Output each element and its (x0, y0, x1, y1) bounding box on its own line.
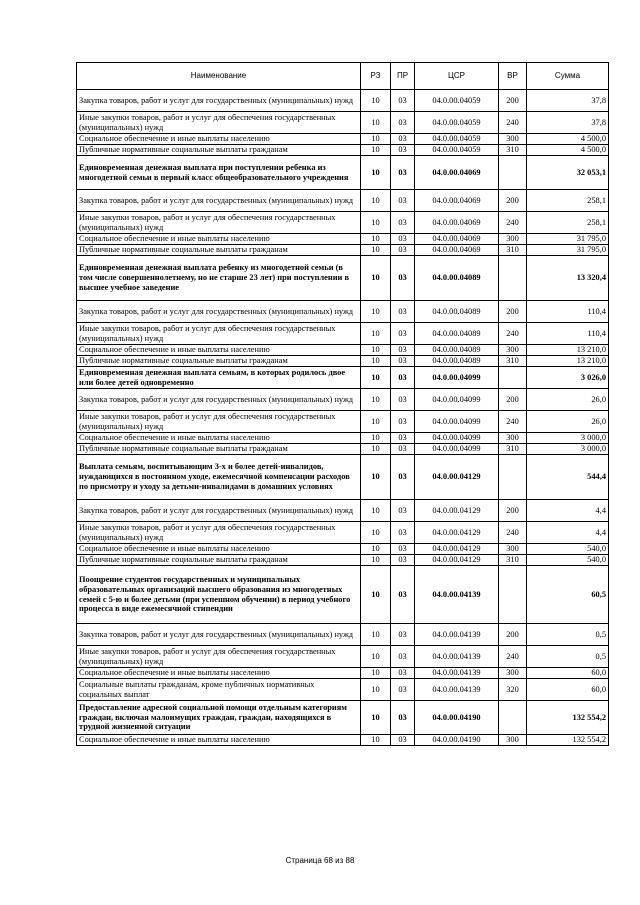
cell-rz: 10 (361, 433, 391, 444)
cell-pr: 03 (391, 156, 415, 190)
cell-csr: 04.0.00.04069 (415, 156, 499, 190)
cell-pr: 03 (391, 134, 415, 145)
cell-sum: 3 000,0 (527, 444, 609, 455)
cell-vr: 200 (499, 389, 527, 411)
cell-name: Единовременная денежная выплата при поступлении ребенка из многодетной семьи в первый класс общеобразовательного учреждения (77, 156, 361, 190)
cell-name: Иные закупки товаров, работ и услуг для обеспечения государственных (муниципальных) нужд (77, 411, 361, 433)
cell-csr: 04.0.00.04139 (415, 679, 499, 701)
cell-pr: 03 (391, 356, 415, 367)
table-row (77, 444, 609, 455)
cell-rz: 10 (361, 555, 391, 566)
cell-vr: 240 (499, 323, 527, 345)
cell-sum: 13 320,4 (527, 256, 609, 301)
cell-vr (499, 367, 527, 389)
cell-sum: 0,5 (527, 624, 609, 646)
header-pr: ПР (391, 63, 415, 90)
cell-vr (499, 566, 527, 624)
cell-csr: 04.0.00.04059 (415, 112, 499, 134)
cell-pr: 03 (391, 367, 415, 389)
cell-vr: 240 (499, 212, 527, 234)
table-row (77, 500, 609, 522)
cell-sum: 4,4 (527, 500, 609, 522)
cell-csr: 04.0.00.04089 (415, 323, 499, 345)
table-row (77, 668, 609, 679)
cell-csr: 04.0.00.04129 (415, 522, 499, 544)
table-row (77, 323, 609, 345)
budget-table-container (76, 62, 609, 746)
cell-csr: 04.0.00.04190 (415, 735, 499, 746)
cell-rz: 10 (361, 323, 391, 345)
cell-sum: 26,0 (527, 389, 609, 411)
cell-vr: 310 (499, 444, 527, 455)
cell-pr: 03 (391, 301, 415, 323)
cell-sum: 258,1 (527, 190, 609, 212)
budget-table (76, 62, 609, 746)
cell-name: Социальное обеспечение и иные выплаты населению (77, 234, 361, 245)
table-row (77, 433, 609, 444)
cell-sum: 110,4 (527, 323, 609, 345)
cell-vr: 310 (499, 145, 527, 156)
cell-name: Социальное обеспечение и иные выплаты населению (77, 345, 361, 356)
cell-sum: 13 210,0 (527, 345, 609, 356)
cell-name: Социальное обеспечение и иные выплаты населению (77, 544, 361, 555)
cell-vr: 200 (499, 90, 527, 112)
cell-vr: 300 (499, 134, 527, 145)
cell-name: Социальное обеспечение и иные выплаты населению (77, 668, 361, 679)
table-row (77, 624, 609, 646)
table-row (77, 234, 609, 245)
cell-pr: 03 (391, 668, 415, 679)
cell-name: Предоставление адресной социальной помощи отдельным категориям граждан, включая малоимущих граждан, граждан, находящихся в трудной жизненной ситуации (77, 701, 361, 735)
cell-rz: 10 (361, 145, 391, 156)
cell-csr: 04.0.00.04129 (415, 500, 499, 522)
cell-csr: 04.0.00.04059 (415, 145, 499, 156)
cell-name: Публичные нормативные социальные выплаты гражданам (77, 145, 361, 156)
cell-rz: 10 (361, 735, 391, 746)
table-row (77, 389, 609, 411)
cell-name: Социальные выплаты гражданам, кроме публичных нормативных социальных выплат (77, 679, 361, 701)
cell-name: Закупка товаров, работ и услуг для государственных (муниципальных) нужд (77, 190, 361, 212)
cell-sum: 4 500,0 (527, 145, 609, 156)
cell-vr: 200 (499, 301, 527, 323)
cell-pr: 03 (391, 566, 415, 624)
cell-csr: 04.0.00.04059 (415, 90, 499, 112)
cell-rz: 10 (361, 367, 391, 389)
cell-rz: 10 (361, 679, 391, 701)
page-footer: Страница 68 из 88 (285, 856, 355, 865)
cell-rz: 10 (361, 544, 391, 555)
cell-vr: 200 (499, 624, 527, 646)
cell-rz: 10 (361, 134, 391, 145)
table-body (77, 90, 609, 746)
cell-name: Поощрение студентов государственных и муниципальных образовательных организаций высшего образования из многодетных семей с 5-ю и более детьми (при успешном обучении) в период учебного процесса в виде ежемесячной стипендии (77, 566, 361, 624)
cell-name: Закупка товаров, работ и услуг для государственных (муниципальных) нужд (77, 389, 361, 411)
cell-name: Единовременная денежная выплата ребенку из многодетной семьи (в том числе совершеннолетнему, но не старше 23 лет) при поступлении в высшее учебное заведение (77, 256, 361, 301)
table-row (77, 190, 609, 212)
header-csr: ЦСР (415, 63, 499, 90)
cell-name: Публичные нормативные социальные выплаты гражданам (77, 555, 361, 566)
cell-pr: 03 (391, 444, 415, 455)
cell-rz: 10 (361, 566, 391, 624)
cell-rz: 10 (361, 345, 391, 356)
cell-name: Выплата семьям, воспитывающим 3-х и более детей-инвалидов, нуждающихся в постоянном уходе, ежемесячной компенсации расходов по присмотру и уходу за детьми-инвалидами в домашних условиях (77, 455, 361, 500)
cell-csr: 04.0.00.04139 (415, 566, 499, 624)
cell-pr: 03 (391, 245, 415, 256)
cell-vr: 240 (499, 522, 527, 544)
cell-sum: 31 795,0 (527, 245, 609, 256)
cell-name: Публичные нормативные социальные выплаты гражданам (77, 444, 361, 455)
cell-vr: 300 (499, 234, 527, 245)
table-row (77, 245, 609, 256)
cell-pr: 03 (391, 433, 415, 444)
cell-csr: 04.0.00.04089 (415, 345, 499, 356)
cell-csr: 04.0.00.04139 (415, 624, 499, 646)
table-row (77, 212, 609, 234)
cell-rz: 10 (361, 522, 391, 544)
cell-pr: 03 (391, 646, 415, 668)
cell-csr: 04.0.00.04099 (415, 367, 499, 389)
cell-csr: 04.0.00.04129 (415, 544, 499, 555)
cell-rz: 10 (361, 411, 391, 433)
table-row (77, 646, 609, 668)
cell-pr: 03 (391, 679, 415, 701)
cell-rz: 10 (361, 234, 391, 245)
cell-pr: 03 (391, 500, 415, 522)
cell-vr (499, 701, 527, 735)
cell-pr: 03 (391, 411, 415, 433)
cell-vr: 300 (499, 345, 527, 356)
table-row (77, 134, 609, 145)
cell-sum: 4,4 (527, 522, 609, 544)
cell-pr: 03 (391, 624, 415, 646)
table-row (77, 544, 609, 555)
table-row (77, 735, 609, 746)
cell-rz: 10 (361, 624, 391, 646)
cell-name: Закупка товаров, работ и услуг для государственных (муниципальных) нужд (77, 500, 361, 522)
cell-pr: 03 (391, 701, 415, 735)
table-row-section (77, 367, 609, 389)
header-rz: РЗ (361, 63, 391, 90)
cell-rz: 10 (361, 701, 391, 735)
cell-rz: 10 (361, 112, 391, 134)
cell-pr: 03 (391, 735, 415, 746)
cell-sum: 3 026,0 (527, 367, 609, 389)
cell-rz: 10 (361, 500, 391, 522)
cell-csr: 04.0.00.04129 (415, 555, 499, 566)
header-vr: ВР (499, 63, 527, 90)
cell-pr: 03 (391, 256, 415, 301)
cell-rz: 10 (361, 212, 391, 234)
cell-name: Социальное обеспечение и иные выплаты населению (77, 735, 361, 746)
cell-name: Социальное обеспечение и иные выплаты населению (77, 433, 361, 444)
cell-csr: 04.0.00.04190 (415, 701, 499, 735)
cell-rz: 10 (361, 90, 391, 112)
table-row-section (77, 566, 609, 624)
table-row (77, 522, 609, 544)
cell-vr: 300 (499, 544, 527, 555)
table-row (77, 555, 609, 566)
cell-sum: 37,8 (527, 112, 609, 134)
cell-sum: 540,0 (527, 555, 609, 566)
cell-pr: 03 (391, 190, 415, 212)
cell-rz: 10 (361, 646, 391, 668)
cell-pr: 03 (391, 345, 415, 356)
cell-name: Иные закупки товаров, работ и услуг для обеспечения государственных (муниципальных) нужд (77, 522, 361, 544)
cell-sum: 26,0 (527, 411, 609, 433)
table-row (77, 112, 609, 134)
cell-name: Иные закупки товаров, работ и услуг для обеспечения государственных (муниципальных) нужд (77, 646, 361, 668)
cell-vr: 240 (499, 411, 527, 433)
cell-csr: 04.0.00.04059 (415, 134, 499, 145)
cell-vr: 310 (499, 356, 527, 367)
cell-csr: 04.0.00.04089 (415, 301, 499, 323)
cell-rz: 10 (361, 668, 391, 679)
cell-csr: 04.0.00.04089 (415, 356, 499, 367)
table-row-section (77, 156, 609, 190)
cell-vr: 300 (499, 735, 527, 746)
cell-sum: 132 554,2 (527, 735, 609, 746)
cell-csr: 04.0.00.04069 (415, 212, 499, 234)
cell-sum: 13 210,0 (527, 356, 609, 367)
cell-name: Социальное обеспечение и иные выплаты населению (77, 134, 361, 145)
cell-pr: 03 (391, 212, 415, 234)
table-row (77, 679, 609, 701)
cell-pr: 03 (391, 145, 415, 156)
cell-rz: 10 (361, 444, 391, 455)
cell-sum: 32 053,1 (527, 156, 609, 190)
cell-vr: 200 (499, 190, 527, 212)
cell-sum: 4 500,0 (527, 134, 609, 145)
cell-csr: 04.0.00.04099 (415, 444, 499, 455)
cell-vr: 310 (499, 555, 527, 566)
cell-csr: 04.0.00.04139 (415, 668, 499, 679)
cell-pr: 03 (391, 455, 415, 500)
cell-vr: 240 (499, 112, 527, 134)
cell-vr (499, 455, 527, 500)
cell-vr: 200 (499, 500, 527, 522)
table-row-section (77, 256, 609, 301)
cell-sum: 110,4 (527, 301, 609, 323)
cell-rz: 10 (361, 190, 391, 212)
cell-sum: 0,5 (527, 646, 609, 668)
cell-name: Единовременная денежная выплата семьям, в которых родилось двое или более детей одновременно (77, 367, 361, 389)
cell-csr: 04.0.00.04089 (415, 256, 499, 301)
table-row-section (77, 701, 609, 735)
table-row (77, 356, 609, 367)
header-sum: Сумма (527, 63, 609, 90)
table-row-section (77, 455, 609, 500)
cell-rz: 10 (361, 156, 391, 190)
table-row (77, 145, 609, 156)
cell-sum: 60,5 (527, 566, 609, 624)
cell-csr: 04.0.00.04069 (415, 234, 499, 245)
cell-csr: 04.0.00.04139 (415, 646, 499, 668)
cell-sum: 132 554,2 (527, 701, 609, 735)
cell-sum: 60,0 (527, 679, 609, 701)
cell-name: Иные закупки товаров, работ и услуг для обеспечения государственных (муниципальных) нужд (77, 112, 361, 134)
table-row (77, 301, 609, 323)
cell-vr: 300 (499, 668, 527, 679)
cell-pr: 03 (391, 555, 415, 566)
cell-csr: 04.0.00.04099 (415, 389, 499, 411)
cell-sum: 258,1 (527, 212, 609, 234)
cell-rz: 10 (361, 455, 391, 500)
cell-pr: 03 (391, 112, 415, 134)
cell-rz: 10 (361, 389, 391, 411)
cell-csr: 04.0.00.04069 (415, 245, 499, 256)
cell-name: Публичные нормативные социальные выплаты гражданам (77, 245, 361, 256)
cell-sum: 540,0 (527, 544, 609, 555)
cell-vr (499, 156, 527, 190)
cell-sum: 37,8 (527, 90, 609, 112)
cell-rz: 10 (361, 256, 391, 301)
cell-csr: 04.0.00.04099 (415, 433, 499, 444)
cell-vr: 310 (499, 245, 527, 256)
cell-name: Закупка товаров, работ и услуг для государственных (муниципальных) нужд (77, 90, 361, 112)
cell-pr: 03 (391, 90, 415, 112)
cell-sum: 31 795,0 (527, 234, 609, 245)
cell-csr: 04.0.00.04069 (415, 190, 499, 212)
cell-name: Публичные нормативные социальные выплаты гражданам (77, 356, 361, 367)
cell-rz: 10 (361, 245, 391, 256)
cell-pr: 03 (391, 234, 415, 245)
table-header-row (77, 63, 609, 90)
cell-name: Закупка товаров, работ и услуг для государственных (муниципальных) нужд (77, 624, 361, 646)
cell-name: Закупка товаров, работ и услуг для государственных (муниципальных) нужд (77, 301, 361, 323)
cell-pr: 03 (391, 389, 415, 411)
cell-rz: 10 (361, 356, 391, 367)
cell-name: Иные закупки товаров, работ и услуг для обеспечения государственных (муниципальных) нужд (77, 323, 361, 345)
table-row (77, 90, 609, 112)
cell-csr: 04.0.00.04099 (415, 411, 499, 433)
cell-pr: 03 (391, 323, 415, 345)
cell-sum: 544,4 (527, 455, 609, 500)
cell-pr: 03 (391, 522, 415, 544)
cell-sum: 60,0 (527, 668, 609, 679)
cell-vr: 240 (499, 646, 527, 668)
table-row (77, 345, 609, 356)
cell-rz: 10 (361, 301, 391, 323)
table-row (77, 411, 609, 433)
cell-vr (499, 256, 527, 301)
cell-vr: 320 (499, 679, 527, 701)
header-name: Наименование (77, 63, 361, 90)
cell-vr: 300 (499, 433, 527, 444)
cell-csr: 04.0.00.04129 (415, 455, 499, 500)
cell-sum: 3 000,0 (527, 433, 609, 444)
cell-pr: 03 (391, 544, 415, 555)
cell-name: Иные закупки товаров, работ и услуг для обеспечения государственных (муниципальных) нужд (77, 212, 361, 234)
